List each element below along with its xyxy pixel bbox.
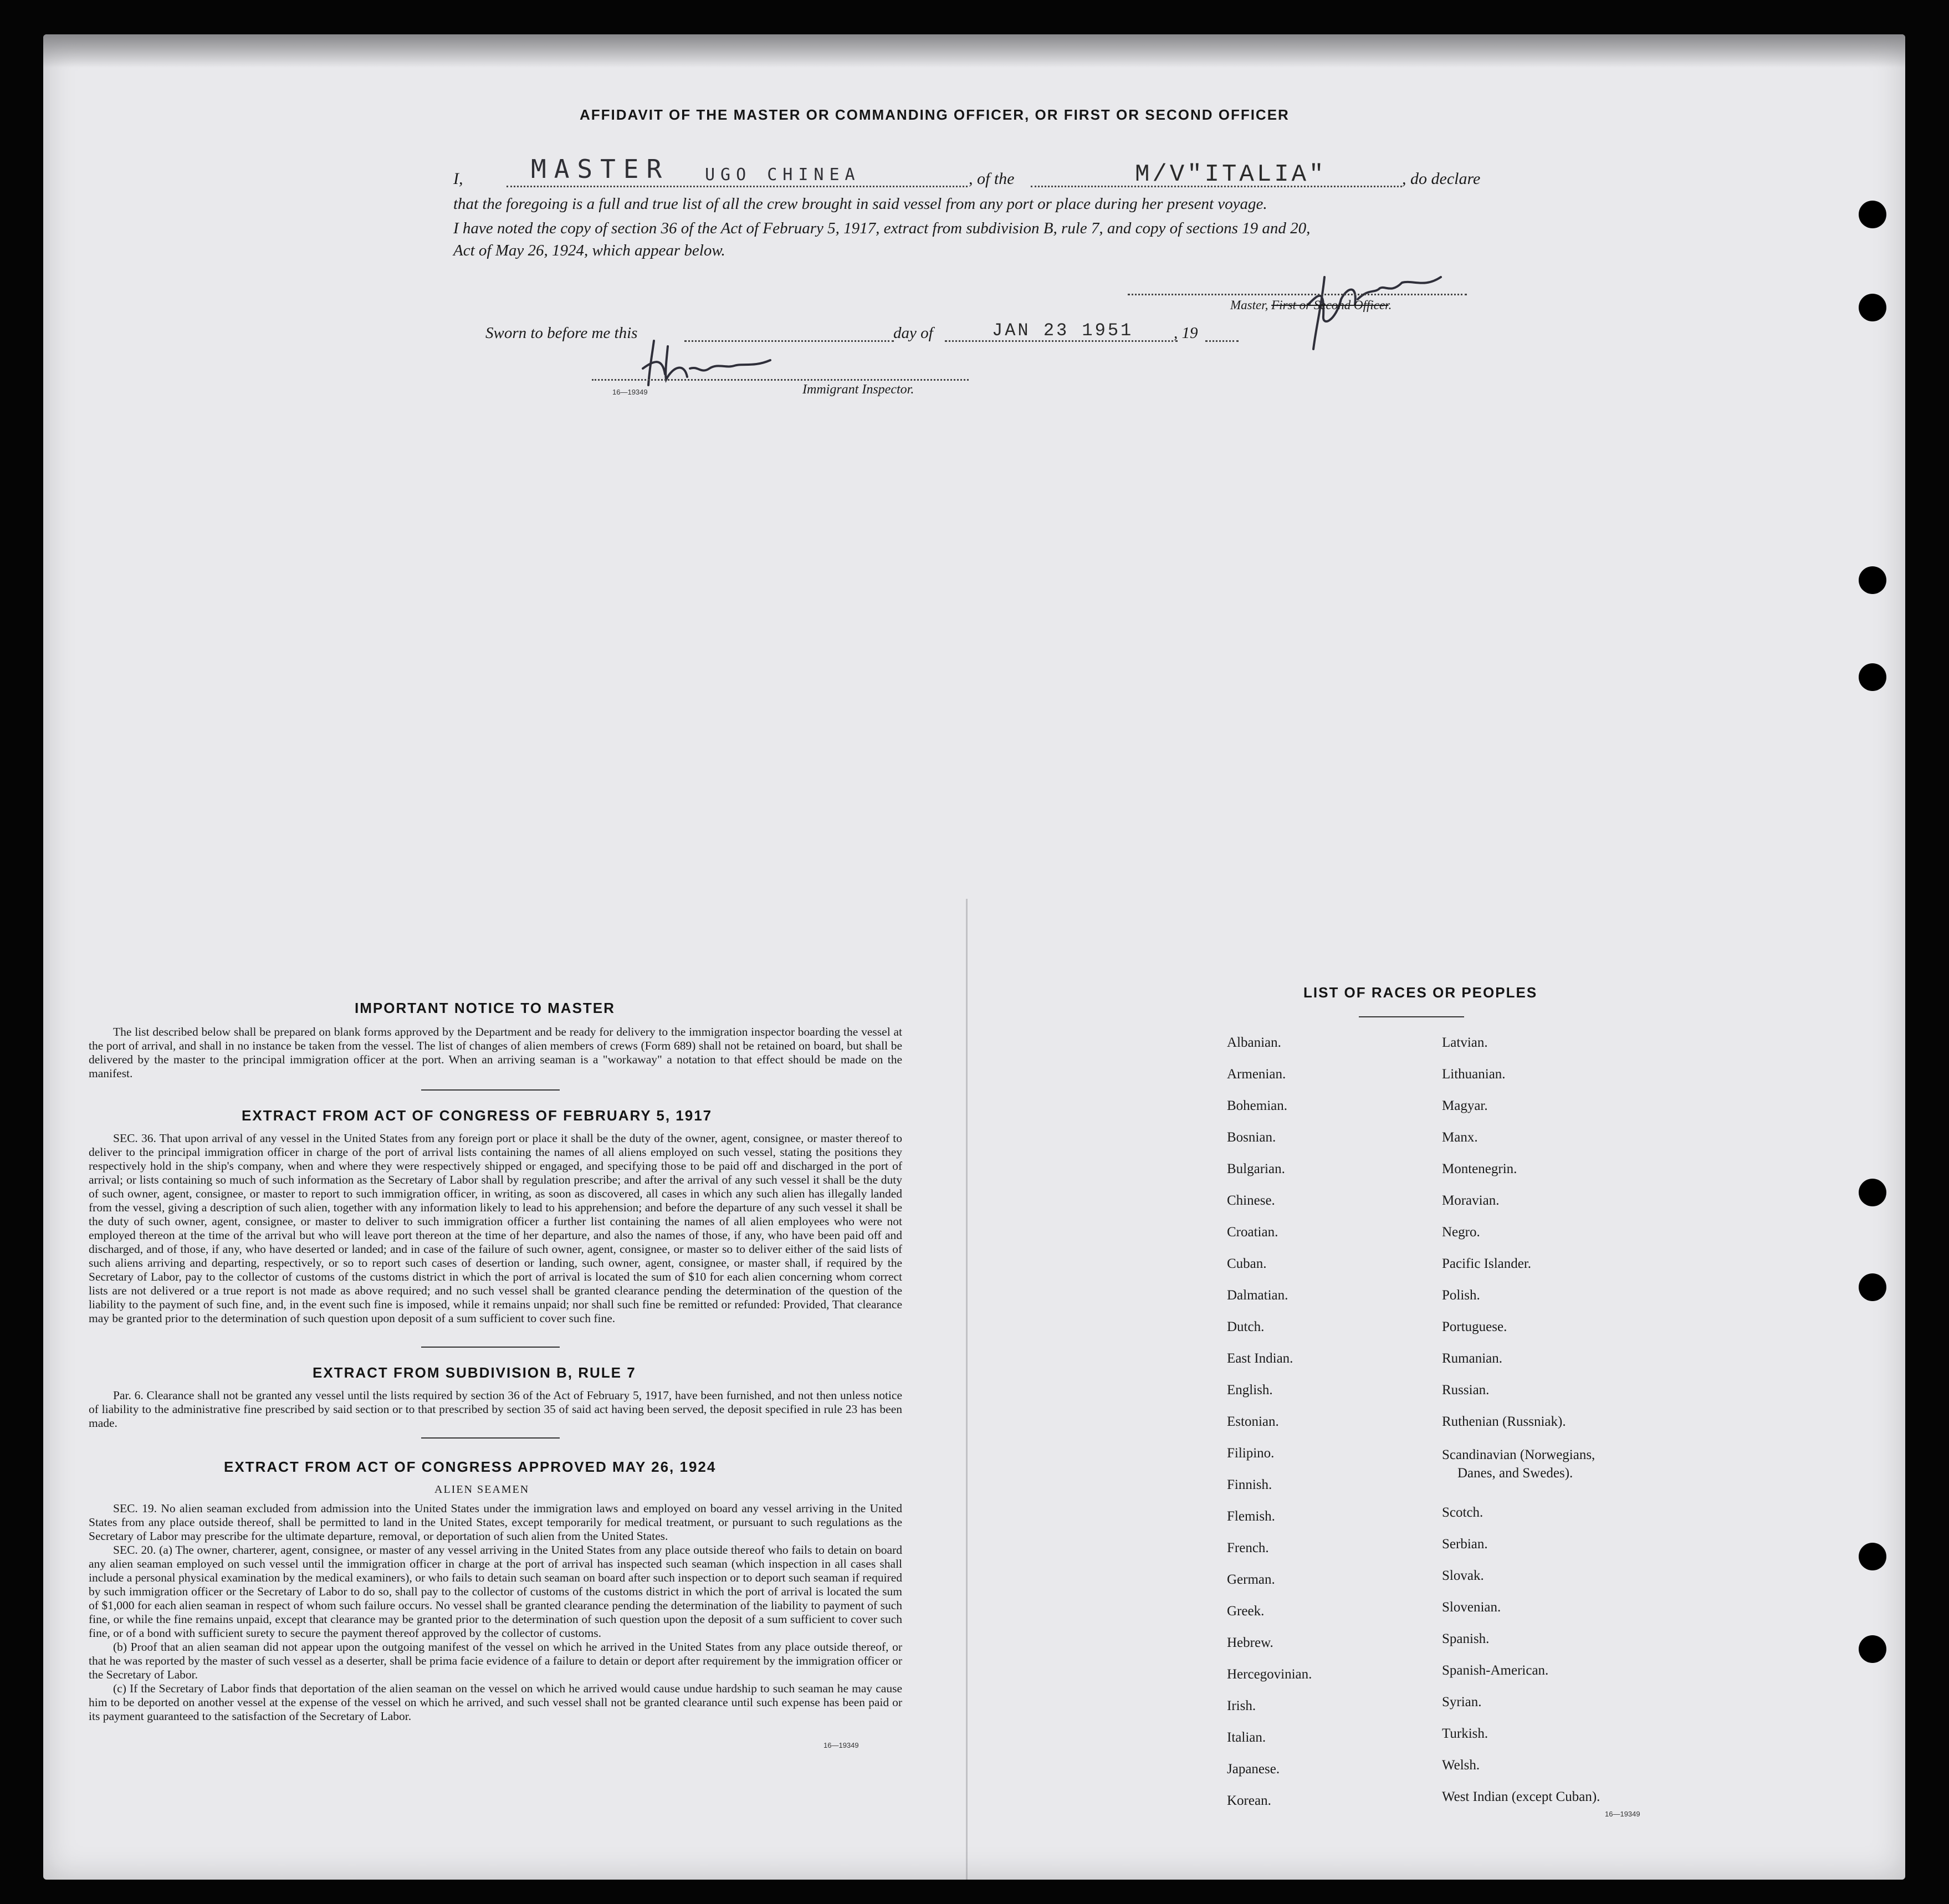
sec20a-paragraph: SEC. 20. (a) The owner, charterer, agent, consignee, or master of any vessel arriving in the United States from any place outside thereof who fails to detain on board any alien seaman employed on such vessel until the immigration officer in charge at the port of arrival has inspected such seaman (which inspection in all cases shall include a personal physical examination by the medical examiners), or who fails to detain such seaman on board after such inspection or to deport such seaman if required by such immigration officer or the Secretary of Labor to do so, shall pay to the collector of customs of the customs district in which the port of arrival is located the sum of $1,000 for each alien seaman in respect of whom such failure occurs. No vessel shall be granted clearance pending the determination of the liability to payment of such fine, or while the fine remains unpaid, except that clearance may be granted prior to the determination of such question upon the deposit of a sum sufficient to cover such fine, or of a bond with sufficient surety to secure the payment thereof approved by the collector of customs.	[89, 1543, 902, 1640]
sworn-year-line	[1205, 340, 1239, 342]
race-right: Ruthenian (Russniak).	[1442, 1414, 1566, 1429]
race-left: Japanese.	[1227, 1762, 1280, 1777]
extract-1924-text	[89, 1502, 902, 1723]
race-right: Slovak.	[1442, 1568, 1484, 1583]
section-divider	[421, 1347, 560, 1348]
race-left: East Indian.	[1227, 1351, 1293, 1366]
binder-hole	[1859, 294, 1886, 321]
race-left: Cuban.	[1227, 1256, 1267, 1271]
extract-1917-text	[89, 1132, 902, 1325]
race-right: Syrian.	[1442, 1695, 1482, 1709]
sworn-label: Sworn to before me this	[485, 324, 638, 342]
race-right: Slovenian.	[1442, 1600, 1501, 1615]
year-label: , 19	[1174, 324, 1198, 342]
extract-form-number: 16—19349	[823, 1741, 859, 1749]
races-title: LIST OF RACES OR PEOPLES	[1303, 984, 1538, 1001]
race-right: Spanish-American.	[1442, 1663, 1549, 1678]
race-right: Russian.	[1442, 1383, 1490, 1398]
master-caption-prefix: Master,	[1230, 298, 1268, 312]
section-divider	[421, 1089, 560, 1091]
race-left: Finnish.	[1227, 1477, 1272, 1492]
sec36-paragraph: SEC. 36. That upon arrival of any vessel in the United States from any foreign port or place it shall be the duty of the owner, agent, consignee, or master thereof to deliver to the principal immigration officer in charge of the port of arrival lists containing the names of all aliens employed on such vessel, stating the positions they respectively hold in the ship's company, when and where they were respectively shipped or engaged, and specifying those to be paid off and discharged in the port of arrival; or lists containing so much of such information as the Secretary of Labor shall by regulation prescribe; and after the arrival of any such vessel it shall be the duty of such owner, agent, consignee, or master to report to such immigration officer, in writing, as soon as discovered, all cases in which any such alien has illegally landed from the vessel, giving a description of such alien, together with any information likely to lead to his apprehension; and before the departure of any such vessel it shall be the duty of such owner, agent, consignee, or master to deliver to such immigration officer a further list containing the names of all alien employees who were not employed thereon at the time of the arrival but who will leave port thereon at the time of her departure, and also the names of those, if any, who have been paid off and discharged, and of those, if any, who have deserted or landed; and in case of the failure of such owner, agent, consignee, or master so to deliver either of the said lists of such aliens arriving and departing, respectively, or so to report such cases of desertion or landing, such owner, agent, consignee, or master shall, if required by the Secretary of Labor, pay to the collector of customs of the customs district in which the port of arrival is located the sum of $10 for each alien concerning whom correct lists are not delivered or a true report is not made as above required; and no such vessel shall be granted clearance pending the determination of the question of the liability to the payment of such fine, and, in the event such fine is imposed, while it remains unpaid; nor shall such fine be remitted or refunded: Provided, That clearance may be granted prior to the determination of such question upon deposit of a sum sufficient to cover such fine.	[89, 1132, 902, 1325]
race-left: Dutch.	[1227, 1319, 1265, 1334]
race-left: Korean.	[1227, 1793, 1271, 1808]
alien-seamen-subtitle: ALIEN SEAMEN	[434, 1483, 530, 1496]
par6-paragraph: Par. 6. Clearance shall not be granted any vessel until the lists required by section 36 of the Act of February 5, 1917, have been furnished, and not then unless notice of liability to the administrative fine prescribed by said section or to that prescribed by section 35 of said act having been served, the deposit specified in rule 23 has been made.	[89, 1389, 902, 1430]
race-left: Albanian.	[1227, 1035, 1281, 1050]
declaration-line-3: Act of May 26, 1924, which appear below.	[453, 242, 725, 259]
affidavit-title: AFFIDAVIT OF THE MASTER OR COMMANDING OFFICER, OR FIRST OR SECOND OFFICER	[580, 106, 1290, 123]
race-left: French.	[1227, 1540, 1269, 1555]
race-right: Portuguese.	[1442, 1319, 1507, 1334]
sec20c-paragraph: (c) If the Secretary of Labor finds that deportation of the alien seaman on the vessel on which he arrived would cause undue hardship to such seaman he may cause him to be deported on another vessel at the expense of the vessel on which he arrived, and such vessel shall not be granted clearance until such expense has been paid or its payment guaranteed to the satisfaction of the Secretary of Labor.	[89, 1682, 902, 1723]
race-right: Polish.	[1442, 1288, 1480, 1303]
section-divider	[421, 1437, 560, 1439]
of-the-label: , of the	[969, 170, 1015, 188]
sworn-month-line	[945, 340, 1178, 342]
race-right: Montenegrin.	[1442, 1161, 1517, 1176]
inspector-signature	[632, 335, 776, 391]
race-right: Negro.	[1442, 1225, 1480, 1240]
race-right: Manx.	[1442, 1130, 1478, 1145]
binder-hole	[1859, 1635, 1886, 1663]
race-left: Croatian.	[1227, 1225, 1278, 1240]
affidavit-form-number: 16—19349	[612, 388, 648, 396]
race-left: Dalmatian.	[1227, 1288, 1288, 1303]
subdivision-b-title: EXTRACT FROM SUBDIVISION B, RULE 7	[313, 1364, 636, 1381]
race-right: Scotch.	[1442, 1505, 1484, 1520]
notice-text	[89, 1025, 902, 1081]
master-name-typed: UGO CHINEA	[705, 165, 861, 185]
race-right: Pacific Islander.	[1442, 1256, 1532, 1271]
scan-shadow	[43, 34, 1905, 68]
race-right: Danes, and Swedes).	[1457, 1466, 1573, 1481]
binder-hole	[1859, 1179, 1886, 1206]
master-name-line	[507, 186, 968, 187]
paper-fold-line	[966, 899, 968, 1880]
race-left: Bulgarian.	[1227, 1161, 1285, 1176]
declaration-line-2: I have noted the copy of section 36 of the Act of February 5, 1917, extract from subdivision B, rule 7, and copy of sections 19 and 20,	[453, 219, 1311, 237]
race-right: Rumanian.	[1442, 1351, 1503, 1366]
race-right: Latvian.	[1442, 1035, 1488, 1050]
master-caption-suffix: .	[1388, 298, 1392, 312]
race-left: German.	[1227, 1572, 1275, 1587]
inspector-signature-line	[592, 379, 969, 381]
race-right: Turkish.	[1442, 1726, 1488, 1741]
race-left: Hebrew.	[1227, 1635, 1273, 1650]
race-right: Moravian.	[1442, 1193, 1500, 1208]
notice-title: IMPORTANT NOTICE TO MASTER	[355, 1000, 615, 1016]
race-right: Lithuanian.	[1442, 1067, 1506, 1082]
extract-1917-title: EXTRACT FROM ACT OF CONGRESS OF FEBRUARY 5, 1917	[242, 1107, 713, 1124]
race-right: Serbian.	[1442, 1537, 1488, 1552]
race-right: Magyar.	[1442, 1098, 1488, 1113]
affidavit-i-label: I,	[453, 170, 463, 188]
inspector-label: Immigrant Inspector.	[802, 382, 914, 397]
race-left: Bosnian.	[1227, 1130, 1276, 1145]
race-right: Spanish.	[1442, 1631, 1490, 1646]
master-handwritten: MASTER	[531, 154, 670, 184]
race-right: Scandinavian (Norwegians,	[1442, 1447, 1595, 1462]
declaration-line-1: that the foregoing is a full and true list of all the crew brought in said vessel from any port or place during her present voyage.	[453, 195, 1267, 213]
race-left: Armenian.	[1227, 1067, 1286, 1082]
binder-hole	[1859, 1543, 1886, 1570]
race-left: English.	[1227, 1383, 1273, 1398]
binder-hole	[1859, 663, 1886, 691]
sec19-paragraph: SEC. 19. No alien seaman excluded from admission into the United States under the immigration laws and employed on board any vessel arriving in the United States from any place outside thereof, shall be permitted to land in the United States, except temporarily for medical treatment, or pursuant to such regulations as the Secretary of Labor may prescribe for the ultimate departure, removal, or deportation of such alien from the United States.	[89, 1502, 902, 1543]
race-right: Welsh.	[1442, 1758, 1480, 1773]
master-signature-line	[1128, 294, 1467, 295]
do-declare-label: , do declare	[1402, 170, 1481, 188]
notice-paragraph: The list described below shall be prepared on blank forms approved by the Department and be ready for delivery to the immigration inspector boarding the vessel at the port of arrival, and shall in no instance be taken from the vessel. The list of changes of alien members of crews (Form 689) shall not be retained on board, but shall be delivered by the master to the principal immigration officer at the port. When an arriving seaman is a "workaway" a notation to that effect should be made on the manifest.	[89, 1025, 902, 1080]
binder-hole	[1859, 566, 1886, 594]
race-left: Hercegovinian.	[1227, 1667, 1312, 1682]
race-left: Bohemian.	[1227, 1098, 1288, 1113]
race-left: Irish.	[1227, 1698, 1256, 1713]
master-signature-caption	[1230, 298, 1392, 313]
date-stamp: JAN 23 1951	[992, 320, 1134, 341]
races-title-divider	[1359, 1016, 1464, 1017]
races-form-number: 16—19349	[1605, 1810, 1640, 1818]
sec20b-paragraph: (b) Proof that an alien seaman did not appear upon the outgoing manifest of the vessel on which he arrived in the United States from any place outside thereof, or that he was reported by the master of such vessel as a deserter, shall be prima facie evidence of a failure to detain or deport after requirement by the immigration officer or the Secretary of Labor.	[89, 1640, 902, 1681]
day-of-label: day of	[893, 324, 933, 342]
race-left: Chinese.	[1227, 1193, 1275, 1208]
race-left: Italian.	[1227, 1730, 1266, 1745]
extract-1924-title: EXTRACT FROM ACT OF CONGRESS APPROVED MAY 26, 1924	[224, 1458, 717, 1475]
race-left: Filipino.	[1227, 1446, 1275, 1461]
struck-officer-label: First or Second Officer	[1271, 298, 1389, 312]
race-left: Estonian.	[1227, 1414, 1279, 1429]
race-left: Flemish.	[1227, 1509, 1275, 1524]
binder-hole	[1859, 201, 1886, 228]
binder-hole	[1859, 1273, 1886, 1301]
race-right: West Indian (except Cuban).	[1442, 1789, 1600, 1804]
vessel-name: M/V"ITALIA"	[1135, 161, 1327, 188]
subdivision-b-text	[89, 1389, 902, 1430]
vessel-name-line	[1031, 186, 1402, 187]
race-left: Greek.	[1227, 1604, 1265, 1619]
